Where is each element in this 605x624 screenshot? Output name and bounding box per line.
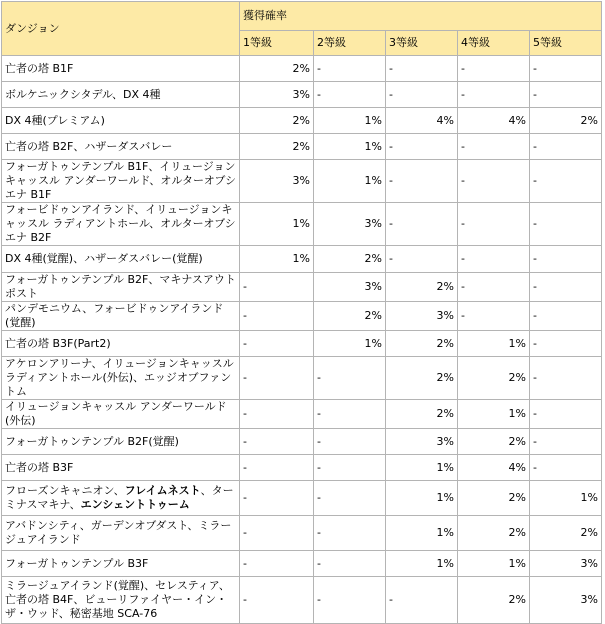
rate-cell: -	[314, 400, 386, 429]
rate-cell: -	[458, 273, 530, 302]
rate-cell: -	[530, 82, 602, 108]
dungeon-name: フォーガトゥンテンプル B2F(覚醒)	[2, 429, 240, 455]
rate-cell: 2%	[386, 331, 458, 357]
table-row	[2, 577, 602, 624]
rate-cell: -	[530, 160, 602, 203]
grade-header-4: 4等級	[458, 31, 530, 56]
table-row	[2, 302, 602, 331]
rate-cell: -	[530, 246, 602, 273]
rate-cell: 1%	[458, 551, 530, 577]
dungeon-name: DX 4種(覚醒)、ハザーダスバレー(覚醒)	[2, 246, 240, 273]
rate-cell: 3%	[314, 203, 386, 246]
rate-cell: -	[314, 516, 386, 551]
rate-cell: -	[530, 134, 602, 160]
dungeon-name: フォーガトゥンテンプル B1F、イリュージョンキャッスル アンダーワールド、オルターオブシエナ B1F	[2, 160, 240, 203]
rate-cell: 2%	[386, 400, 458, 429]
rate-cell: -	[314, 357, 386, 400]
table-row	[2, 331, 602, 357]
table-row	[2, 429, 602, 455]
rate-cell: 2%	[458, 357, 530, 400]
rate-cell: -	[530, 331, 602, 357]
dungeon-name: 亡者の塔 B3F	[2, 455, 240, 481]
dungeon-name: DX 4種(プレミアム)	[2, 108, 240, 134]
rate-cell: -	[386, 82, 458, 108]
table-row	[2, 357, 602, 400]
rate-cell: -	[530, 56, 602, 82]
rate-cell: 1%	[530, 481, 602, 516]
dungeon-name: ミラージュアイランド(覚醒)、セレスティア、亡者の塔 B4F、ビューリファイヤー・イン・ザ・ウッド、秘密基地 SCA-76	[2, 577, 240, 624]
rate-cell: 4%	[458, 455, 530, 481]
table-row	[2, 516, 602, 551]
dungeon-name-part: 、ターミナスマキナ、	[5, 484, 234, 511]
rate-cell: -	[240, 429, 314, 455]
rate-cell: 2%	[314, 302, 386, 331]
table-row	[2, 108, 602, 134]
rate-cell: 2%	[458, 481, 530, 516]
rate-cell: 1%	[314, 134, 386, 160]
rate-cell: 3%	[386, 302, 458, 331]
dungeon-name: ボルケニックシタデル、DX 4種	[2, 82, 240, 108]
rate-cell: 3%	[386, 429, 458, 455]
grade-header-1: 1等級	[240, 31, 314, 56]
rate-cell: -	[458, 246, 530, 273]
table-row	[2, 246, 602, 273]
rate-cell: -	[314, 551, 386, 577]
rate-cell: -	[240, 302, 314, 331]
table-row	[2, 455, 602, 481]
dungeon-name: 亡者の塔 B1F	[2, 56, 240, 82]
rate-cell: -	[240, 400, 314, 429]
rate-cell: -	[240, 273, 314, 302]
rate-cell: 3%	[240, 82, 314, 108]
table-row	[2, 203, 602, 246]
grade-header-5: 5等級	[530, 31, 602, 56]
dungeon-name-bold: エンシェントトゥーム	[80, 498, 190, 511]
rate-cell: -	[314, 82, 386, 108]
dungeon-name-part: フローズンキャニオン、	[5, 484, 125, 497]
dungeon-name: アケロンアリーナ、イリュージョンキャッスル ラディアントホール(外伝)、エッジオブファントム	[2, 357, 240, 400]
drop-rate-table	[1, 1, 602, 624]
rate-cell: 3%	[240, 160, 314, 203]
dungeon-header: ダンジョン	[2, 2, 240, 56]
rate-cell: -	[458, 160, 530, 203]
rate-cell: 3%	[530, 577, 602, 624]
table-row	[2, 400, 602, 429]
rate-cell: 1%	[458, 400, 530, 429]
rate-cell: -	[386, 203, 458, 246]
rate-cell: 2%	[458, 577, 530, 624]
rate-cell: -	[530, 455, 602, 481]
rate-cell: 2%	[386, 357, 458, 400]
rate-cell: 1%	[240, 203, 314, 246]
rate-cell: 4%	[386, 108, 458, 134]
table-row	[2, 56, 602, 82]
rate-cell: 2%	[458, 516, 530, 551]
rate-cell: 3%	[530, 551, 602, 577]
rate-cell: -	[530, 302, 602, 331]
rate-cell: -	[314, 56, 386, 82]
rate-cell: 1%	[314, 331, 386, 357]
dungeon-name	[2, 481, 240, 516]
dungeon-name: フォーガトゥンテンプル B2F、マキナスアウトポスト	[2, 273, 240, 302]
rate-cell: 2%	[530, 516, 602, 551]
dungeon-name: イリュージョンキャッスル アンダーワールド(外伝)	[2, 400, 240, 429]
grade-header-3: 3等級	[386, 31, 458, 56]
rate-cell: 1%	[386, 481, 458, 516]
rate-cell: 1%	[314, 108, 386, 134]
table-row	[2, 551, 602, 577]
rate-cell: -	[386, 134, 458, 160]
table-row	[2, 82, 602, 108]
rate-cell: -	[240, 577, 314, 624]
dungeon-name: 亡者の塔 B3F(Part2)	[2, 331, 240, 357]
table-row	[2, 160, 602, 203]
rate-cell: 2%	[240, 134, 314, 160]
dungeon-name: パンデモニウム、フォービドゥンアイランド(覚醒)	[2, 302, 240, 331]
rate-cell: -	[240, 357, 314, 400]
rate-cell: 2%	[314, 246, 386, 273]
table-row	[2, 273, 602, 302]
rate-cell: 4%	[458, 108, 530, 134]
rate-cell: 1%	[386, 455, 458, 481]
rate-cell: -	[530, 429, 602, 455]
rate-cell: 2%	[240, 56, 314, 82]
dungeon-name: フォービドゥンアイランド、イリュージョンキャッスル ラディアントホール、オルターオブシエナ B2F	[2, 203, 240, 246]
rate-cell: -	[530, 400, 602, 429]
rate-cell: -	[458, 82, 530, 108]
dungeon-name: 亡者の塔 B2F、ハザーダスバレー	[2, 134, 240, 160]
rate-cell: -	[314, 481, 386, 516]
rate-cell: -	[458, 302, 530, 331]
rate-cell: -	[240, 331, 314, 357]
acquire-rate-header: 獲得確率	[240, 2, 602, 31]
rate-cell: 1%	[386, 551, 458, 577]
table-row	[2, 481, 602, 516]
rate-cell: -	[240, 481, 314, 516]
rate-cell: -	[386, 160, 458, 203]
rate-cell: 2%	[386, 273, 458, 302]
rate-cell: 1%	[458, 331, 530, 357]
rate-cell: 2%	[240, 108, 314, 134]
rate-cell: 2%	[458, 429, 530, 455]
rate-cell: -	[314, 455, 386, 481]
rate-cell: 1%	[240, 246, 314, 273]
rate-cell: 2%	[530, 108, 602, 134]
rate-cell: -	[458, 203, 530, 246]
rate-cell: -	[386, 56, 458, 82]
rate-cell: -	[386, 577, 458, 624]
rate-cell: -	[458, 134, 530, 160]
rate-cell: -	[240, 551, 314, 577]
dungeon-name-bold: フレイムネスト	[124, 484, 201, 497]
rate-cell: 1%	[386, 516, 458, 551]
rate-cell: -	[386, 246, 458, 273]
rate-cell: -	[314, 429, 386, 455]
rate-cell: -	[530, 357, 602, 400]
rate-cell: -	[458, 56, 530, 82]
rate-cell: -	[530, 273, 602, 302]
rate-cell: -	[530, 203, 602, 246]
table-row	[2, 134, 602, 160]
rate-cell: -	[314, 577, 386, 624]
rate-cell: -	[240, 455, 314, 481]
rate-cell: 3%	[314, 273, 386, 302]
dungeon-name: アバドンシティ、ガーデンオブダスト、ミラージュアイランド	[2, 516, 240, 551]
rate-cell: 1%	[314, 160, 386, 203]
dungeon-name: フォーガトゥンテンプル B3F	[2, 551, 240, 577]
grade-header-2: 2等級	[314, 31, 386, 56]
rate-cell: -	[240, 516, 314, 551]
